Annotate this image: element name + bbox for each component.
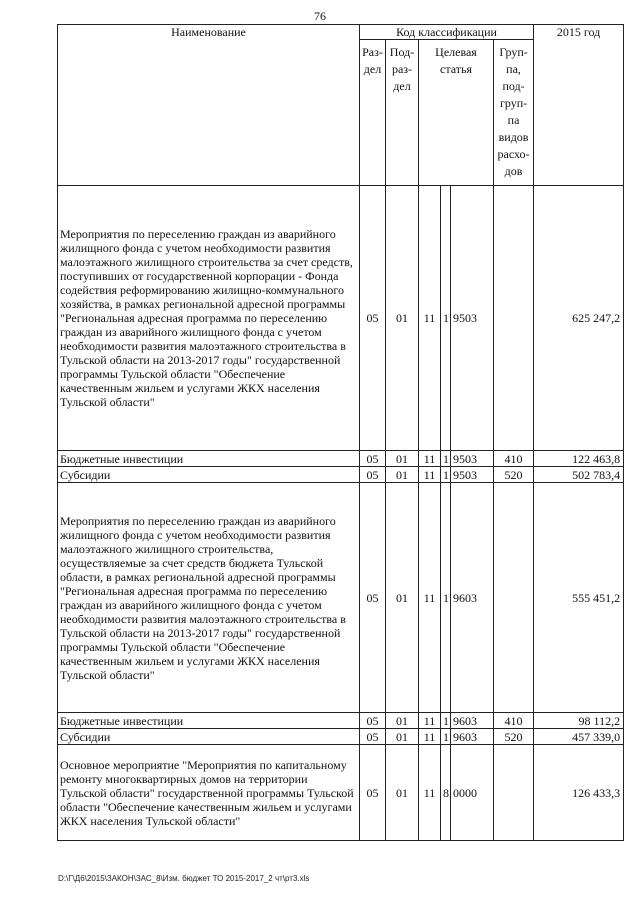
header-target: Целевая статья: [419, 40, 494, 186]
table-row: [58, 186, 624, 451]
table-row: [58, 729, 624, 745]
row-target-1: 11: [419, 451, 441, 467]
table-row: [58, 745, 624, 841]
row-name: Основное мероприятие "Мероприятия по капитальному ремонту многоквартирных домов на территории Тульской области" государственной программы Тульской области "Обеспечение качественным жильем и услугами ЖКХ населения Тульской области": [58, 745, 360, 841]
budget-table: [57, 24, 624, 841]
table-row: [58, 713, 624, 729]
row-name: Мероприятия по переселению граждан из аварийного жилищного фонда с учетом необходимости развития малоэтажного жилищного строительства за счет средств, поступивших от государственной корпорации - Фонда содействия реформированию жилищно-коммунального хозяйства, в рамках региональной адресной программы "Региональная адресная программа по переселению граждан из аварийного жилищного фонда с учетом необходимости развития малоэтажного строительства в Тульской области на 2013-2017 годы" государственной программы Тульской области "Обеспечение качественным жильем и услугами ЖКХ населения Тульской области": [58, 186, 360, 451]
row-target-2: 1: [441, 186, 451, 451]
row-podrazdel: 01: [386, 451, 419, 467]
row-sum: 122 463,8: [534, 451, 624, 467]
row-name: Бюджетные инвестиции: [58, 451, 360, 467]
row-vid: 410: [494, 713, 534, 729]
table-row: [58, 451, 624, 467]
row-sum: 625 247,2: [534, 186, 624, 451]
row-razdel: 05: [360, 483, 386, 713]
row-razdel: 05: [360, 467, 386, 483]
row-podrazdel: 01: [386, 483, 419, 713]
row-name: Бюджетные инвестиции: [58, 713, 360, 729]
row-podrazdel: 01: [386, 713, 419, 729]
row-vid: [494, 186, 534, 451]
row-podrazdel: 01: [386, 729, 419, 745]
row-razdel: 05: [360, 186, 386, 451]
row-vid: 520: [494, 729, 534, 745]
header-name: Наименование: [58, 25, 360, 186]
row-vid: [494, 483, 534, 713]
row-target-1: 11: [419, 467, 441, 483]
row-razdel: 05: [360, 745, 386, 841]
header-subsection: Под- раз- дел: [386, 40, 419, 186]
row-podrazdel: 01: [386, 467, 419, 483]
row-target-2: 8: [441, 745, 451, 841]
row-target-3: 9603: [451, 713, 494, 729]
file-path-footer: D:\Г\Д6\2015\ЗАКОН\ЗАС_8\Изм. бюджет ТО 2015-2017_2 чт\рт3.xls: [58, 874, 310, 883]
table-row: [58, 483, 624, 713]
header-code: Код классификации: [360, 25, 534, 40]
row-target-3: 9503: [451, 186, 494, 451]
row-target-3: 0000: [451, 745, 494, 841]
row-target-3: 9503: [451, 467, 494, 483]
row-target-1: 11: [419, 186, 441, 451]
row-razdel: 05: [360, 729, 386, 745]
row-sum: 502 783,4: [534, 467, 624, 483]
row-sum: 555 451,2: [534, 483, 624, 713]
row-name: Субсидии: [58, 729, 360, 745]
row-sum: 126 433,3: [534, 745, 624, 841]
row-razdel: 05: [360, 713, 386, 729]
row-target-3: 9603: [451, 729, 494, 745]
row-target-3: 9503: [451, 451, 494, 467]
row-target-3: 9603: [451, 483, 494, 713]
row-podrazdel: 01: [386, 745, 419, 841]
row-name: Мероприятия по переселению граждан из аварийного жилищного фонда с учетом необходимости развития малоэтажного жилищного строительства, осуществляемые за счет средств бюджета Тульской области, в рамках региональной адресной программы "Региональная адресная программа по переселению граждан из аварийного жилищного фонда с учетом необходимости развития малоэтажного строительства в Тульской области на 2013-2017 годы" государственной программы Тульской области "Обеспечение качественным жильем и услугами ЖКХ населения Тульской области": [58, 483, 360, 713]
row-podrazdel: 01: [386, 186, 419, 451]
row-target-1: 11: [419, 713, 441, 729]
row-target-1: 11: [419, 483, 441, 713]
row-sum: 98 112,2: [534, 713, 624, 729]
row-sum: 457 339,0: [534, 729, 624, 745]
table-row: [58, 467, 624, 483]
row-target-2: 1: [441, 483, 451, 713]
row-target-2: 1: [441, 451, 451, 467]
row-vid: 520: [494, 467, 534, 483]
row-target-1: 11: [419, 745, 441, 841]
row-name: Субсидии: [58, 467, 360, 483]
row-vid: 410: [494, 451, 534, 467]
row-vid: [494, 745, 534, 841]
row-target-1: 11: [419, 729, 441, 745]
row-razdel: 05: [360, 451, 386, 467]
header-section: Раз- дел: [360, 40, 386, 186]
header-year: 2015 год: [534, 25, 624, 186]
page-number: 76: [314, 9, 326, 23]
row-target-2: 1: [441, 729, 451, 745]
row-target-2: 1: [441, 713, 451, 729]
header-group: Груп- па, под- груп- па видов расхо- дов: [494, 40, 534, 186]
row-target-2: 1: [441, 467, 451, 483]
